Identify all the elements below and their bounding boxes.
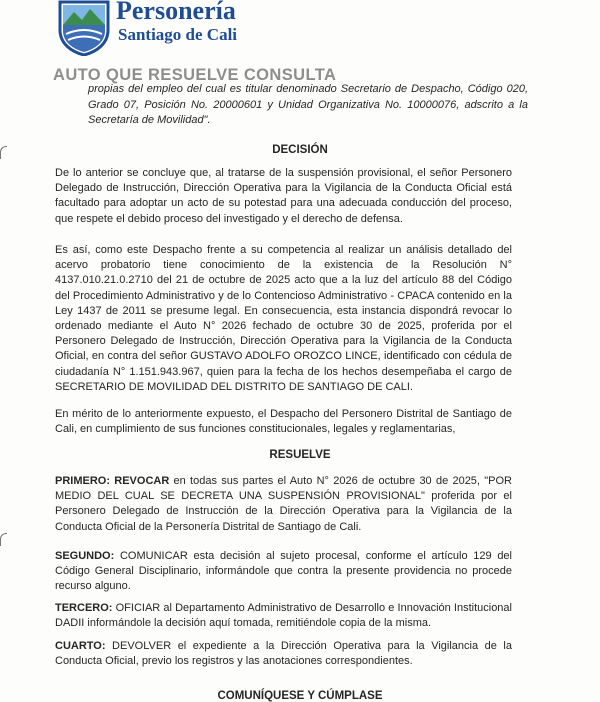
personeria-logo bbox=[58, 0, 237, 58]
scan-margin-mark bbox=[0, 146, 7, 159]
tercero-label: TERCERO: bbox=[55, 602, 113, 614]
primero-paragraph bbox=[55, 474, 512, 535]
decision-paragraph-3: En mérito de lo anteriormente expuesto, el Despacho del Personero Distrital de Santiago de Cali, en cumplimiento de sus funciones constitucionales, legales y reglamentarias, bbox=[55, 408, 512, 436]
decision-paragraph-2: Es así, como este Despacho frente a su competencia al realizar un análisis detallado del acervo probatorio tiene conocimiento de la existencia de la Resolución N° 4137.010.21.0.2710 del 21 de octubre de 2025 acto que a la luz del artículo 88 del Código del Procedimiento Administrativo y de lo Contencioso Administrativo - CPACA contenido en la Ley 1437 de 2011 se presume legal. En consecuencia, esta instancia dispondrá revocar lo ordenado mediante el Auto N° 2026 fechado de octubre 30 de 2025, proferida por el Personero Delegado de Instrucción, Dirección Operativa para la Vigilancia de la Conducta Oficial, en contra del señor GUSTAVO ADOLFO OROZCO LINCE, identificado con cédula de ciudadanía N° 1.151.943.967, quien para la fecha de los hechos desempeñaba el cargo de SECRETARIO DE MOVILIDAD DEL DISTRITO DE SANTIAGO DE CALI. bbox=[55, 244, 512, 393]
decision-paragraph-1: De lo anterior se concluye que, al tratarse de la suspensión provisional, el señor Personero Delegado de Instrucción, Dirección Operativa para la Vigilancia de la Conducta Oficial está facultado para adoptar un acto de su potestad para una adecuada conducción del proceso, que respete el debido proceso del investigado y el derecho de defensa. bbox=[55, 167, 512, 225]
primero-label: PRIMERO: REVOCAR bbox=[55, 475, 170, 487]
logo-subtitle: Santiago de Cali bbox=[118, 25, 238, 44]
decision-heading: DECISIÓN bbox=[272, 144, 328, 156]
cuarto-label: CUARTO: bbox=[55, 640, 106, 652]
segundo-label: SEGUNDO: bbox=[55, 550, 115, 562]
closing-heading: COMUNÍQUESE Y CÚMPLASE bbox=[217, 690, 383, 702]
quoted-text: propias del empleo del cual es titular denominado Secretario de Despacho, Código 020, Grado 07, Posición No. 20000601 y Unidad Organizativa No. 10000076, adscrito a la Secretaría de Movilidad". bbox=[88, 83, 528, 126]
segundo-paragraph bbox=[55, 549, 512, 595]
scan-margin-mark bbox=[0, 533, 7, 546]
document-title: AUTO QUE RESUELVE CONSULTA bbox=[53, 66, 337, 84]
resuelve-heading: RESUELVE bbox=[269, 449, 331, 461]
shield-logo-icon bbox=[58, 0, 110, 56]
cuarto-paragraph bbox=[55, 639, 512, 669]
tercero-text: OFICIAR al Departamento Administrativo de Desarrollo e Innovación Institucional DADII informándole la decisión aquí tomada, remitiéndole copia de la misma. bbox=[55, 602, 512, 630]
primero-text: en todas sus partes el Auto N° 2026 de octubre 30 de 2025, "POR MEDIO DEL CUAL SE DECRETA UNA SUSPENSIÓN PROVISIONAL" proferida por el Personero Delegado de Instrucción de la Dirección Operativa para la Vigilancia de la Conducta Oficial de la Personería Distrital de Santiago de Cali. bbox=[55, 475, 512, 533]
segundo-text: COMUNICAR esta decisión al sujeto procesal, conforme el artículo 129 del Código General Disciplinario, informándole que contra la presente providencia no procede recurso alguno. bbox=[55, 550, 512, 593]
cuarto-text: DEVOLVER el expediente a la Dirección Operativa para la Vigilancia de la Conducta Oficial, previo los registros y las anotaciones correspondientes. bbox=[55, 640, 512, 668]
logo-name: Personería bbox=[116, 0, 236, 25]
tercero-paragraph bbox=[55, 601, 512, 631]
